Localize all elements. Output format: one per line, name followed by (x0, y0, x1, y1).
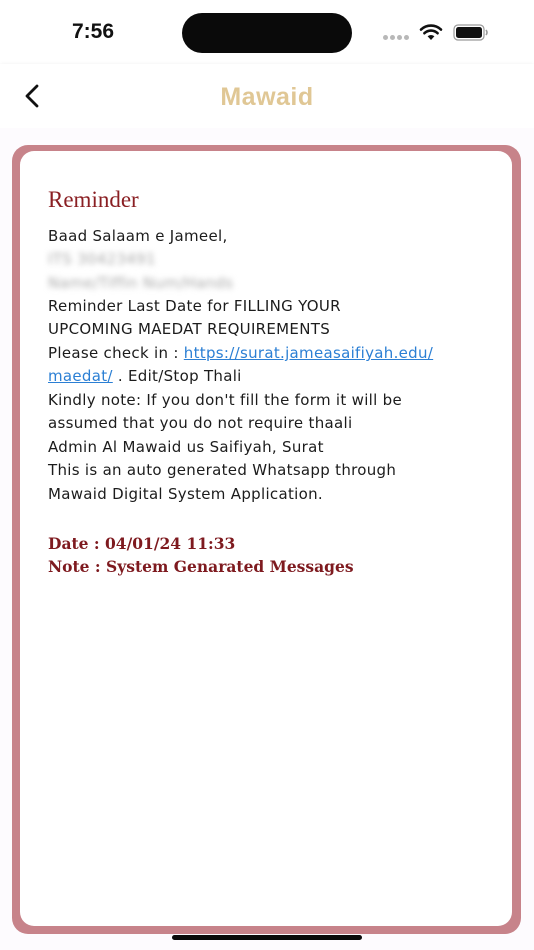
status-bar (0, 0, 534, 64)
message-line-admin: Admin Al Mawaid us Saifiyah, Surat (48, 438, 324, 456)
battery-icon (453, 24, 489, 41)
message-line-reminder: Reminder Last Date for FILLING YOUR (48, 297, 341, 315)
message-greeting: Baad Salaam e Jameel, (48, 227, 228, 245)
status-time: 7:56 (72, 20, 115, 43)
message-line-requirements: UPCOMING MAEDAT REQUIREMENTS (48, 320, 331, 338)
back-button[interactable] (12, 76, 52, 116)
message-line-link-cont (48, 367, 498, 385)
message-title: Reminder (48, 187, 139, 212)
maedat-link-cont[interactable]: maedat/ (48, 367, 113, 385)
check-prefix: Please check in : (48, 344, 184, 362)
page-title: Mawaid (220, 83, 314, 111)
message-line-auto: This is an auto generated Whatsapp through (48, 461, 397, 479)
chevron-left-icon (24, 84, 40, 108)
message-line-check (48, 344, 498, 362)
cellular-signal-icon (383, 35, 409, 41)
message-line-note: Kindly note: If you don't fill the form it will be (48, 391, 403, 409)
maedat-link[interactable]: https://surat.jameasaifiyah.edu/ (183, 344, 434, 362)
home-indicator (172, 935, 362, 940)
message-line-note-cont: assumed that you do not require thaali (48, 414, 353, 432)
message-line-auto-cont: Mawaid Digital System Application. (48, 485, 323, 503)
redacted-line-name: Name/Tiffin Num/Hands (48, 274, 234, 292)
edit-stop-text: . Edit/Stop Thali (112, 367, 242, 385)
navigation-bar (0, 64, 534, 128)
redacted-line-its: ITS 30423491 (48, 250, 156, 268)
wifi-icon (419, 23, 443, 41)
message-note: Note : System Genarated Messages (48, 557, 354, 576)
message-date: Date : 04/01/24 11:33 (48, 534, 236, 553)
dynamic-island (182, 13, 352, 53)
